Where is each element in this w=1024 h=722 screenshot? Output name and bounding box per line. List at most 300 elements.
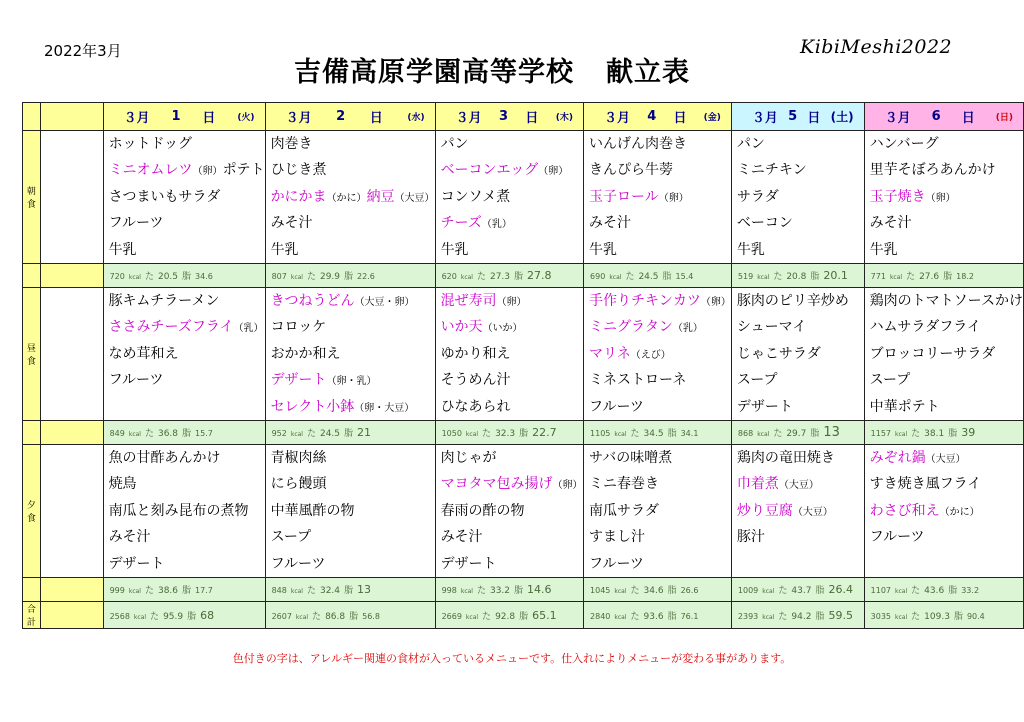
dish-name: 春雨の酢の物 bbox=[440, 502, 525, 519]
day-month: ３月 bbox=[884, 111, 911, 126]
nutrition-cell bbox=[864, 578, 1023, 602]
fat-label: 脂 bbox=[187, 611, 197, 622]
dish bbox=[266, 157, 435, 183]
fat-value: 13 bbox=[823, 425, 840, 440]
kcal-unit: kcal bbox=[614, 588, 627, 595]
protein-label: た bbox=[306, 429, 316, 439]
nutrition-cell bbox=[584, 602, 732, 629]
kcal-value: 807 bbox=[271, 272, 287, 281]
protein-label: た bbox=[630, 429, 640, 439]
dish bbox=[266, 551, 435, 577]
day-unit: 日 bbox=[673, 111, 687, 126]
protein-value: 34.5 bbox=[643, 429, 664, 439]
dish-name: わさび和え bbox=[869, 502, 940, 519]
dish-name: みそ汁 bbox=[589, 215, 632, 232]
dish bbox=[865, 498, 1023, 524]
dish-name: 牛乳 bbox=[869, 241, 898, 258]
kcal-value: 868 bbox=[737, 429, 754, 438]
dish-name: サバの味噌煮 bbox=[589, 450, 673, 466]
dish-name: 魚の甘酢あんかけ bbox=[108, 450, 221, 466]
dish-name: サラダ bbox=[736, 188, 779, 205]
protein-value: 95.9 bbox=[163, 611, 184, 622]
protein-label: た bbox=[150, 611, 160, 622]
dinner-cell bbox=[435, 445, 583, 578]
allergen-note: （卵） bbox=[552, 480, 583, 492]
protein-label: た bbox=[482, 611, 492, 622]
kcal-value: 1107 bbox=[870, 586, 892, 595]
dish bbox=[104, 314, 265, 340]
dish bbox=[104, 524, 265, 550]
dinner-label: 夕食 bbox=[23, 445, 41, 578]
dish bbox=[584, 551, 731, 577]
allergen-note: （かに） bbox=[326, 192, 367, 204]
dish bbox=[436, 471, 583, 497]
day-unit: 日 bbox=[525, 111, 539, 126]
menu-table bbox=[22, 102, 1024, 629]
allergen-note: （かに） bbox=[939, 506, 980, 518]
kcal-value: 519 bbox=[737, 272, 754, 281]
fat-label: 脂 bbox=[519, 611, 529, 622]
nutrition-cell bbox=[103, 578, 265, 602]
dish bbox=[732, 237, 864, 263]
fat-value: 15.7 bbox=[195, 429, 213, 438]
dish-name: 豚汁 bbox=[736, 529, 765, 546]
dish-name: コロッケ bbox=[270, 319, 327, 336]
dish bbox=[104, 445, 265, 471]
protein-label: た bbox=[911, 611, 921, 622]
kcal-unit: kcal bbox=[895, 431, 908, 438]
fat-value: 68 bbox=[200, 608, 215, 622]
blank-cell bbox=[40, 288, 103, 421]
dish-name: マリネ bbox=[589, 345, 631, 362]
dish-name: ひじき煮 bbox=[270, 162, 327, 179]
day-number: 2 bbox=[336, 109, 346, 124]
dish-name: みぞれ鍋 bbox=[869, 450, 926, 466]
protein-label: た bbox=[144, 429, 154, 439]
dish-name: ささみチーズフライ bbox=[108, 319, 234, 336]
kcal-value: 720 bbox=[109, 272, 125, 281]
kcal-value: 2568 bbox=[109, 611, 130, 621]
dish-name: 納豆 bbox=[366, 188, 395, 205]
kcal-unit: kcal bbox=[895, 613, 908, 621]
protein-label: た bbox=[778, 586, 788, 596]
lunch-label: 昼食 bbox=[23, 288, 41, 421]
dish bbox=[436, 157, 583, 183]
fat-value: 22.7 bbox=[532, 426, 557, 439]
protein-value: 32.3 bbox=[495, 429, 516, 439]
kcal-unit: kcal bbox=[762, 613, 775, 621]
fat-label: 脂 bbox=[815, 586, 825, 596]
breakfast-cell bbox=[731, 131, 864, 264]
kcal-value: 620 bbox=[441, 272, 457, 281]
lunch-nutrition-row bbox=[23, 421, 1024, 445]
fat-label: 脂 bbox=[667, 429, 677, 439]
kcal-unit: kcal bbox=[762, 588, 775, 595]
protein-label: た bbox=[625, 272, 635, 282]
nutrition-cell bbox=[265, 602, 435, 629]
dish bbox=[865, 524, 1023, 550]
day-month: ３月 bbox=[285, 111, 312, 126]
day-header bbox=[864, 103, 1023, 131]
kcal-unit: kcal bbox=[757, 431, 770, 438]
weekday: (土) bbox=[830, 110, 854, 124]
kcal-unit: kcal bbox=[133, 613, 147, 621]
dish bbox=[732, 341, 864, 367]
kcal-unit: kcal bbox=[614, 613, 627, 621]
kcal-value: 998 bbox=[441, 586, 457, 595]
dish-name: 混ぜ寿司 bbox=[440, 293, 497, 309]
dish bbox=[436, 288, 583, 314]
dish-name: ブロッコリーサラダ bbox=[869, 345, 996, 362]
protein-label: た bbox=[773, 429, 783, 439]
fat-label: 脂 bbox=[514, 272, 524, 282]
dish-name: 南瓜と刻み昆布の煮物 bbox=[108, 502, 249, 519]
dish-name: みそ汁 bbox=[108, 529, 151, 546]
day-header bbox=[265, 103, 435, 131]
nutrition-side-cell bbox=[40, 602, 103, 629]
dish-name: いか天 bbox=[440, 319, 483, 336]
dish-name: さつまいもサラダ bbox=[108, 188, 221, 205]
day-unit: 日 bbox=[807, 111, 821, 126]
total-label: 合計 bbox=[23, 602, 41, 629]
protein-label: た bbox=[306, 586, 316, 596]
lunch-cell bbox=[435, 288, 583, 421]
dish-name: すまし汁 bbox=[589, 529, 646, 546]
kcal-unit: kcal bbox=[295, 613, 309, 621]
dish bbox=[584, 288, 731, 314]
dish bbox=[732, 498, 864, 524]
kcal-unit: kcal bbox=[290, 588, 303, 595]
dish bbox=[436, 210, 583, 236]
dish-name: 豚肉のピリ辛炒め bbox=[736, 293, 849, 309]
protein-value: 109.3 bbox=[924, 611, 950, 622]
dish-name: そうめん汁 bbox=[440, 372, 511, 389]
dish bbox=[436, 341, 583, 367]
dish bbox=[104, 184, 265, 210]
day-header bbox=[584, 103, 732, 131]
dish bbox=[266, 524, 435, 550]
protein-label: た bbox=[630, 586, 640, 596]
dish bbox=[104, 394, 265, 420]
dish-name: きつねうどん bbox=[270, 293, 355, 309]
dish bbox=[584, 471, 731, 497]
fat-value: 17.7 bbox=[195, 586, 213, 595]
day-unit: 日 bbox=[202, 111, 216, 126]
fat-value: 34.1 bbox=[680, 429, 699, 438]
dish bbox=[865, 210, 1023, 236]
dish bbox=[865, 394, 1023, 420]
day-number: 3 bbox=[498, 109, 508, 124]
dish-name: ミニ春巻き bbox=[589, 476, 660, 493]
dish bbox=[436, 184, 583, 210]
kcal-unit: kcal bbox=[895, 588, 908, 595]
nutrition-cell bbox=[435, 421, 583, 445]
dish bbox=[266, 210, 435, 236]
fat-value: 26.4 bbox=[828, 583, 853, 596]
dish bbox=[584, 524, 731, 550]
dish bbox=[584, 498, 731, 524]
dish bbox=[266, 367, 435, 393]
protein-label: た bbox=[911, 429, 921, 439]
fat-value: 15.4 bbox=[675, 272, 694, 281]
dish bbox=[266, 131, 435, 157]
allergen-note: （乳） bbox=[672, 323, 703, 335]
protein-value: 43.6 bbox=[924, 586, 945, 596]
fat-label: 脂 bbox=[182, 272, 192, 282]
dish bbox=[104, 288, 265, 314]
lunch-cell bbox=[265, 288, 435, 421]
blank-cell bbox=[40, 131, 103, 264]
nutrition-cell bbox=[584, 578, 732, 602]
day-number: 4 bbox=[647, 109, 657, 124]
lunch-cell bbox=[584, 288, 732, 421]
protein-value: 20.8 bbox=[786, 272, 807, 282]
protein-value: 92.8 bbox=[495, 611, 516, 622]
kcal-value: 1157 bbox=[870, 429, 892, 438]
lunch-cell bbox=[731, 288, 864, 421]
kcal-value: 1050 bbox=[441, 429, 462, 438]
nutrition-cell bbox=[864, 602, 1023, 629]
dish bbox=[732, 288, 864, 314]
corner-cell bbox=[23, 103, 41, 131]
dish-name: パン bbox=[440, 136, 469, 152]
weekday: (水) bbox=[407, 113, 425, 123]
dish bbox=[104, 157, 265, 183]
fat-value: 27.8 bbox=[527, 269, 552, 282]
dish bbox=[436, 367, 583, 393]
fat-label: 脂 bbox=[344, 429, 354, 439]
dish-name: 中華ポテト bbox=[869, 398, 940, 415]
dish-name: パン bbox=[736, 136, 765, 152]
dish bbox=[104, 498, 265, 524]
allergen-note: （卵・乳） bbox=[326, 376, 377, 388]
nutrition-side-cell bbox=[40, 421, 103, 445]
dish bbox=[266, 394, 435, 420]
fat-label: 脂 bbox=[519, 429, 529, 439]
dish-name: きんぴら牛蒡 bbox=[589, 162, 674, 179]
breakfast-row bbox=[23, 131, 1024, 264]
menu-month: 2022年3月 bbox=[44, 42, 122, 60]
protein-value: 32.4 bbox=[319, 586, 341, 596]
kcal-value: 3035 bbox=[870, 611, 892, 621]
dish-name: なめ茸和え bbox=[108, 345, 179, 362]
allergen-note: （大豆・卵） bbox=[354, 297, 415, 308]
dish bbox=[732, 471, 864, 497]
protein-label: た bbox=[778, 611, 788, 622]
fat-value: 22.6 bbox=[357, 272, 375, 281]
dish-name: 玉子ロール bbox=[589, 188, 659, 205]
protein-label: た bbox=[906, 272, 916, 282]
nutrition-cell bbox=[864, 264, 1023, 288]
dish bbox=[584, 394, 731, 420]
kcal-value: 1105 bbox=[590, 429, 611, 438]
kcal-value: 690 bbox=[590, 272, 606, 281]
dinner-nutrition-row bbox=[23, 578, 1024, 602]
dish-name: 南瓜サラダ bbox=[589, 502, 659, 519]
kcal-value: 1009 bbox=[737, 586, 759, 595]
kcal-value: 2393 bbox=[737, 611, 759, 621]
breakfast-label: 朝食 bbox=[23, 131, 41, 264]
dish-name: シューマイ bbox=[736, 319, 807, 336]
dish bbox=[266, 471, 435, 497]
protein-label: た bbox=[773, 272, 783, 282]
nutrition-cell bbox=[435, 264, 583, 288]
lunch-cell bbox=[864, 288, 1023, 421]
breakfast-cell bbox=[103, 131, 265, 264]
menu-title: 献立表 bbox=[606, 57, 690, 88]
lunch-row bbox=[23, 288, 1024, 421]
fat-value: 13 bbox=[357, 583, 372, 596]
kcal-unit: kcal bbox=[465, 431, 479, 438]
nutrition-side-cell bbox=[40, 264, 103, 288]
day-header bbox=[435, 103, 583, 131]
nutrition-cell bbox=[435, 578, 583, 602]
dish bbox=[436, 394, 583, 420]
fat-label: 脂 bbox=[948, 586, 958, 596]
dish bbox=[584, 157, 731, 183]
fat-label: 脂 bbox=[810, 429, 820, 439]
dish bbox=[104, 551, 265, 577]
fat-label: 脂 bbox=[667, 586, 677, 596]
kcal-value: 2840 bbox=[590, 611, 611, 621]
fat-label: 脂 bbox=[344, 586, 354, 596]
dish bbox=[584, 341, 731, 367]
dish-name: みそ汁 bbox=[270, 215, 313, 232]
dish bbox=[436, 131, 583, 157]
allergen-note: （えび） bbox=[630, 349, 671, 361]
allergen-note: （大豆） bbox=[394, 192, 435, 204]
dish-name: 牛乳 bbox=[108, 241, 137, 258]
fat-value: 26.6 bbox=[680, 586, 699, 595]
dish-name: おかか和え bbox=[270, 345, 341, 362]
dish bbox=[436, 524, 583, 550]
dish bbox=[865, 367, 1023, 393]
dish-name: 鶏肉のトマトソースかけ bbox=[869, 293, 1023, 309]
dish-name: 牛乳 bbox=[589, 241, 618, 258]
fat-label: 脂 bbox=[815, 611, 825, 622]
dish-name: 肉巻き bbox=[270, 136, 313, 152]
dish-name: ハンバーグ bbox=[869, 136, 939, 152]
fat-value: 21 bbox=[357, 426, 372, 439]
dish bbox=[865, 184, 1023, 210]
dish-name: ミニチキン bbox=[736, 162, 807, 179]
breakfast-cell bbox=[864, 131, 1023, 264]
day-unit: 日 bbox=[961, 111, 975, 126]
protein-value: 33.2 bbox=[489, 586, 511, 596]
dish-name: 肉じゃが bbox=[440, 450, 497, 466]
dish bbox=[865, 314, 1023, 340]
dish-name: にら饅頭 bbox=[270, 476, 327, 493]
dish bbox=[104, 131, 265, 157]
allergen-note: （卵） bbox=[538, 166, 569, 178]
dish-name: ベーコン bbox=[736, 215, 793, 232]
fat-label: 脂 bbox=[953, 611, 963, 622]
dish-name: 豚キムチラーメン bbox=[108, 293, 220, 309]
dish bbox=[865, 237, 1023, 263]
fat-value: 39 bbox=[961, 426, 976, 439]
dish-name: かにかま bbox=[270, 188, 327, 205]
fat-label: 脂 bbox=[182, 586, 192, 596]
kcal-unit: kcal bbox=[460, 588, 473, 595]
allergen-note: （卵） bbox=[192, 166, 223, 178]
kcal-value: 848 bbox=[271, 586, 287, 595]
dish bbox=[436, 498, 583, 524]
dish bbox=[732, 551, 864, 577]
protein-value: 38.6 bbox=[157, 586, 179, 596]
day-unit: 日 bbox=[369, 111, 383, 126]
dish-name: 牛乳 bbox=[440, 241, 469, 258]
breakfast-cell bbox=[584, 131, 732, 264]
protein-value: 27.6 bbox=[919, 272, 940, 282]
kcal-unit: kcal bbox=[614, 431, 627, 438]
dish-name: フルーツ bbox=[108, 372, 164, 389]
protein-value: 24.5 bbox=[319, 429, 341, 439]
dinner-cell bbox=[265, 445, 435, 578]
kcal-unit: kcal bbox=[128, 274, 141, 281]
protein-label: た bbox=[630, 611, 640, 622]
nutrition-cell bbox=[265, 578, 435, 602]
dish-name: ポテト bbox=[222, 162, 265, 179]
nutrition-cell bbox=[731, 421, 864, 445]
dish bbox=[104, 210, 265, 236]
dinner-cell bbox=[864, 445, 1023, 578]
kcal-value: 1045 bbox=[590, 586, 611, 595]
day-header bbox=[103, 103, 265, 131]
fat-value: 33.2 bbox=[961, 586, 980, 595]
protein-value: 29.7 bbox=[786, 429, 807, 439]
protein-value: 86.8 bbox=[325, 611, 346, 622]
dish-name: セレクト小鉢 bbox=[270, 398, 355, 415]
dish-name: すき焼き風フライ bbox=[869, 476, 982, 493]
kcal-value: 2607 bbox=[271, 611, 292, 621]
dish-name: ミニオムレツ bbox=[108, 162, 193, 179]
dish-name: スープ bbox=[736, 372, 778, 389]
protein-value: 94.2 bbox=[791, 611, 812, 622]
protein-label: た bbox=[476, 586, 486, 596]
dish bbox=[436, 551, 583, 577]
fat-value: 65.1 bbox=[532, 608, 557, 622]
dish-name: ベーコンエッグ bbox=[440, 162, 539, 179]
dish-name: フルーツ bbox=[108, 215, 164, 232]
dish-name: 手作りチキンカツ bbox=[589, 293, 701, 309]
dish bbox=[104, 367, 265, 393]
dish-name: チーズ bbox=[440, 215, 482, 232]
dish-name: 炒り豆腐 bbox=[736, 502, 793, 519]
nutrition-cell bbox=[731, 578, 864, 602]
dish bbox=[732, 524, 864, 550]
dish-name: デザート bbox=[108, 555, 165, 572]
day-month: ３月 bbox=[123, 111, 150, 126]
allergen-note: （乳） bbox=[481, 219, 512, 231]
fat-label: 脂 bbox=[948, 429, 958, 439]
fat-value: 56.8 bbox=[362, 611, 380, 621]
fat-value: 34.6 bbox=[195, 272, 213, 281]
kcal-unit: kcal bbox=[889, 274, 903, 281]
fat-label: 脂 bbox=[349, 611, 359, 622]
protein-label: た bbox=[312, 611, 322, 622]
nutrition-cell bbox=[103, 421, 265, 445]
fat-value: 59.5 bbox=[828, 608, 853, 622]
dish-name: フルーツ bbox=[589, 398, 644, 415]
nutrition-cell bbox=[435, 602, 583, 629]
allergen-note: （卵） bbox=[658, 192, 689, 204]
dish bbox=[732, 184, 864, 210]
dish-name: フルーツ bbox=[869, 529, 925, 546]
nutrition-cell bbox=[265, 264, 435, 288]
breakfast-nutrition-row bbox=[23, 264, 1024, 288]
allergen-note: （乳） bbox=[233, 323, 264, 335]
protein-label: た bbox=[911, 586, 921, 596]
